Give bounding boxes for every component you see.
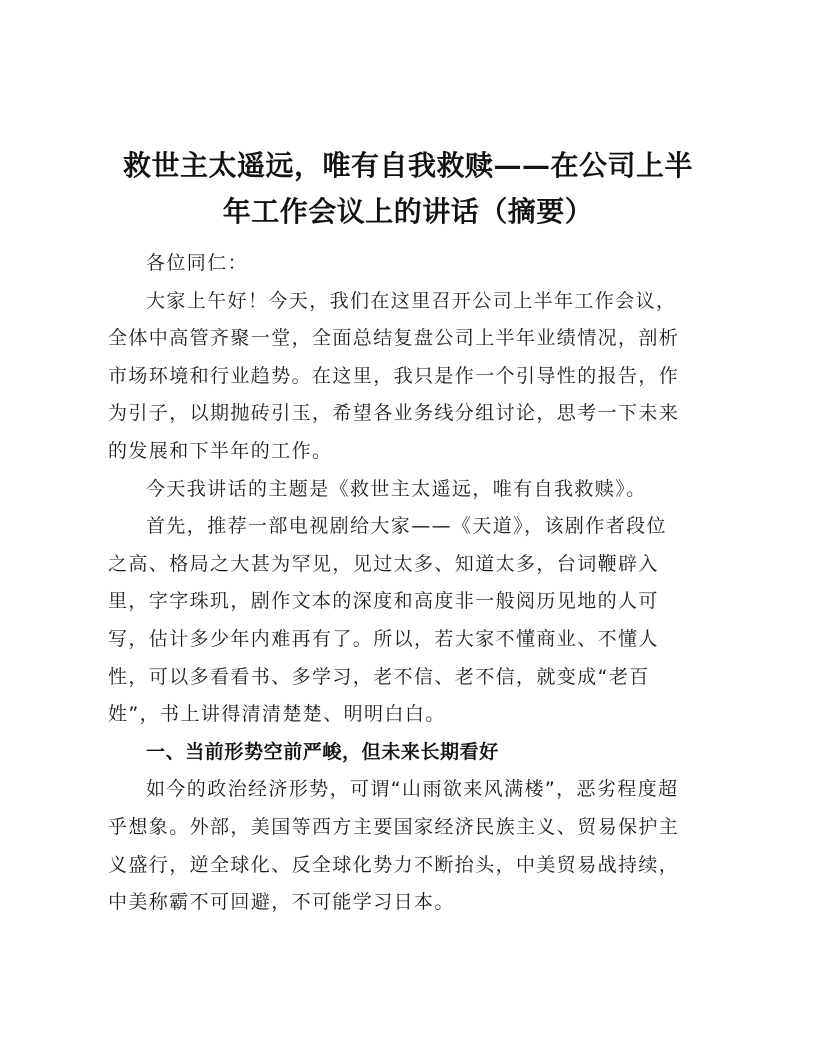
paragraph (108, 471, 708, 509)
paragraph-line: 之高、格局之大甚为罕见，见过太多、知道太多，台词鞭辟入 (108, 552, 659, 575)
paragraph-line: 今天我讲话的主题是《救世主太遥远，唯有自我救赎》。 (146, 477, 647, 500)
paragraph-line: 中美称霸不可回避，不可能学习日本。 (108, 891, 455, 914)
title-line: 救世主太遥远，唯有自我救赎——在公司上半 (122, 149, 693, 182)
paragraph (108, 771, 708, 921)
salutation: 各位同仁： (146, 252, 249, 274)
paragraph-line: 义盛行，逆全球化、反全球化势力不断抬头，中美贸易战持续， (108, 853, 680, 876)
paragraph-line: 为引子，以期抛砖引玉，希望各业务线分组讨论，思考一下未来 (108, 402, 680, 425)
paragraph-line: 首先，推荐一部电视剧给大家——《天道》，该剧作者段位 (146, 515, 667, 538)
document-body (108, 245, 708, 922)
paragraph-line: 姓”，书上讲得清清楚楚、明明白白。 (108, 703, 446, 726)
paragraph (108, 283, 708, 471)
title-line: 年工作会议上的讲话（摘要） (222, 195, 594, 228)
paragraph-line: 全体中高管齐聚一堂，全面总结复盘公司上半年业绩情况，剖析 (108, 327, 680, 350)
paragraph-line: 乎想象。外部，美国等西方主要国家经济民族主义、贸易保护主 (108, 815, 680, 838)
paragraph (108, 508, 708, 734)
paragraph-line: 里，字字珠玑，剧作文本的深度和高度非一般阅历见地的人可 (108, 590, 659, 613)
paragraph-line: 的发展和下半年的工作。 (108, 439, 333, 462)
paragraph-line: 市场环境和行业趋势。在这里，我只是作一个引导性的报告，作 (108, 364, 680, 387)
paragraph-line: 性，可以多看看书、多学习，老不信、老不信，就变成“老百 (108, 665, 650, 688)
paragraph-line: 写，估计多少年内难再有了。所以，若大家不懂商业、不懂人 (108, 627, 659, 650)
document-title (100, 143, 716, 235)
paragraph-line: 大家上午好！今天，我们在这里召开公司上半年工作会议， (146, 289, 677, 312)
section-heading: 一、当前形势空前严峻，但未来长期看好 (146, 740, 499, 763)
paragraph-line: 如今的政治经济形势，可谓“山雨欲来风满楼”，恶劣程度超 (146, 778, 679, 801)
